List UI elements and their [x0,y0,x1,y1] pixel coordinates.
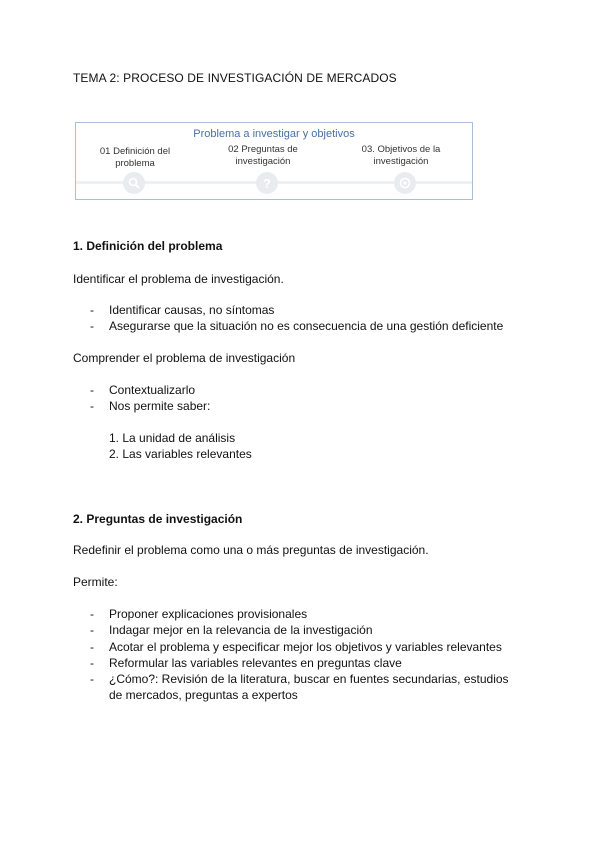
list-item-text: Identificar causas, no síntomas [109,303,275,317]
section-1-paragraph-2: Comprender el problema de investigación [73,351,296,365]
process-diagram [75,122,473,200]
list-item-text: Indagar mejor en la relevancia de la investigación [109,623,373,637]
step-3-label-line2: investigación [373,156,429,167]
list-item-text: Contextualizarlo [109,383,196,397]
section-2-heading: 2. Preguntas de investigación [73,512,243,526]
list-item-text: Proponer explicaciones provisionales [109,607,308,621]
diagram-title: Problema a investigar y objetivos [193,128,355,140]
list-item [0,303,600,319]
list-item-text: ¿Cómo?: Revisión de la literatura, buscar en fuentes secundarias, estudios [109,672,509,686]
bullet-dash: - [90,656,94,670]
list-item [0,607,600,623]
list-item [0,319,600,335]
bullet-dash: - [90,399,94,413]
section-1-paragraph-1: Identificar el problema de investigación. [73,272,284,286]
section-1-heading: 1. Definición del problema [73,239,223,253]
list-item-text: Acotar el problema y especificar mejor los objetivos y variables relevantes [109,640,502,654]
step-3-label [346,144,456,168]
bullet-dash: - [90,303,94,317]
list-item [0,623,600,639]
step-2-label [208,144,318,168]
question-icon: ? [256,172,278,194]
list-item [0,656,600,672]
bullet-dash: - [90,383,94,397]
list-item [0,383,600,399]
bullet-dash: - [90,640,94,654]
numbered-item: 2. Las variables relevantes [109,447,252,461]
bullet-dash: - [90,319,94,333]
target-icon [394,172,416,194]
step-2-label-line2: investigación [235,156,291,167]
bullet-dash: - [90,672,94,686]
step-1-label-line2: problema [115,158,155,169]
step-1-label-line1: 01 Definición del [99,146,171,157]
search-icon [123,172,145,194]
list-item [0,672,600,688]
list-item-continuation: de mercados, preguntas a expertos [109,688,298,702]
numbered-item: 1. La unidad de análisis [109,431,236,445]
bullet-dash: - [90,623,94,637]
section-2-paragraph-2: Permite: [73,575,118,589]
bullet-dash: - [90,607,94,621]
list-item [0,399,600,415]
list-item-text: Reformular las variables relevantes en preguntas clave [109,656,402,670]
section-2-paragraph-1: Redefinir el problema como una o más preguntas de investigación. [73,543,429,557]
step-3-label-line1: 03. Objetivos de la [361,144,441,155]
step-1-label [80,146,190,170]
step-2-label-line1: 02 Preguntas de [228,144,298,155]
page-title: TEMA 2: PROCESO DE INVESTIGACIÓN DE MERCADOS [73,71,397,85]
list-item-text: Asegurarse que la situación no es consecuencia de una gestión deficiente [109,319,504,333]
list-item [0,640,600,656]
list-item-text: Nos permite saber: [109,399,211,413]
